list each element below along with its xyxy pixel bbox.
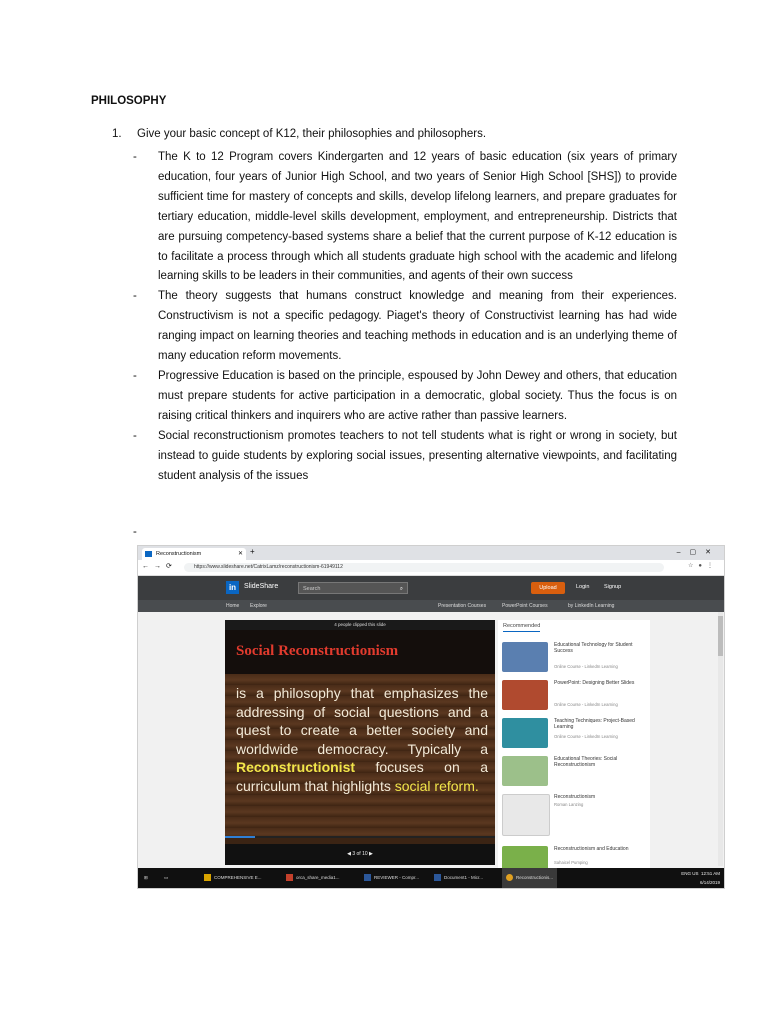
taskbar-label: REVIEWER - Compr... [374, 875, 420, 880]
list-item-text: The theory suggests that humans construct knowledge and meaning from their experiences. Constructivism is not a specific pedagogy. Piaget's theory of Constructivist learning has had wide ranging impact on learning theories and teaching methods in education and is an underlying theme of many education reform movements. [158, 290, 677, 363]
rec-sub: Online Course - LinkedIn Learning [554, 664, 618, 669]
list-item [133, 148, 677, 287]
rec-sub: Roman Lanzing [554, 802, 584, 807]
list-item[interactable] [498, 716, 650, 754]
scrollbar[interactable] [718, 612, 723, 866]
window-controls[interactable]: –▢✕ [676, 549, 720, 556]
prev-slide-icon[interactable]: ◀ [347, 851, 353, 857]
bullet-dash: - [133, 369, 137, 382]
browser-tab-bar [138, 546, 724, 560]
upload-button[interactable]: Upload [531, 582, 565, 594]
tray-time: 12:51 AM [700, 871, 720, 876]
recommended-tab[interactable]: Recommended [503, 623, 540, 632]
taskbar-item[interactable] [364, 868, 419, 888]
question [112, 128, 672, 140]
rec-sub: Online Course - LinkedIn Learning [554, 734, 618, 739]
taskbar-item[interactable] [434, 868, 483, 888]
nav-arrows-icon[interactable]: ←→⟳ [142, 563, 177, 570]
system-tray[interactable] [681, 868, 720, 889]
taskbar-label: Document1 - Micr... [444, 875, 484, 880]
slide-text: focuses on a curriculum that highlights [236, 759, 488, 794]
rec-sub: Sahaicel Pumping [554, 860, 588, 865]
list-item-text: Progressive Education is based on the principle, espoused by John Dewey and others, that education must prepare students for active participation in a democratic, global society. Thus the focus is on raising critical thinkers and inquirers who are active rather than passive learners. [158, 369, 677, 422]
folder-icon [204, 874, 211, 881]
slide-controls[interactable] [225, 844, 495, 865]
recommended-panel [498, 620, 650, 884]
slide-thumbnail [502, 756, 548, 786]
rec-title: Reconstructionism [554, 794, 596, 800]
rec-sub: Online Course - LinkedIn Learning [554, 702, 618, 707]
nav-linkedin-learning[interactable]: by LinkedIn Learning [568, 603, 615, 609]
list-item [133, 427, 677, 487]
rec-title: Teaching Techniques: Project-Based Learning [554, 718, 635, 730]
slideshare-header [138, 576, 724, 600]
word-icon [434, 874, 441, 881]
brand-name: SlideShare [244, 583, 279, 590]
list-item[interactable] [498, 640, 650, 678]
slide-viewer[interactable] [225, 620, 495, 865]
list-item[interactable] [498, 678, 650, 716]
progress-track [225, 836, 495, 838]
rec-title: PowerPoint: Designing Better Slides [554, 680, 635, 686]
empty-bullet-dash: - [133, 526, 137, 538]
nav-powerpoint-courses[interactable]: PowerPoint Courses [502, 603, 548, 609]
tray-language: ENG US [681, 871, 699, 876]
slide-highlight: Reconstructionist [236, 759, 356, 775]
linkedin-favicon-icon [145, 551, 152, 557]
rec-title: Educational Technology for Student Success [554, 642, 633, 654]
scrollbar-thumb[interactable] [718, 616, 723, 656]
clip-count: 4 people clipped this slide [225, 620, 495, 630]
browser-tab[interactable] [142, 548, 246, 560]
login-link[interactable]: Login [576, 584, 590, 590]
taskbar-label: COMPREHENSIVE E... [214, 875, 262, 880]
rec-title: Reconstructionism and Education [554, 846, 629, 852]
slide-highlight: social reform. [394, 777, 479, 794]
rec-title: Educational Theories: Social Reconstructionism [554, 756, 618, 768]
next-slide-icon[interactable]: ▶ [367, 851, 373, 857]
question-number: 1. [112, 128, 122, 140]
search-placeholder: Search [303, 586, 321, 592]
chrome-icon [506, 874, 513, 881]
taskbar-label: Reconstructionis... [516, 875, 554, 880]
page-heading: PHILOSOPHY [91, 95, 167, 107]
search-icon[interactable]: ⌕ [399, 586, 403, 592]
list-item-text: Social reconstructionism promotes teachers to not tell students what is right or wrong in society, but instead to guide students by exploring social issues, presenting alternative viewpoints, and facilitating student analysis of the issues [158, 429, 677, 482]
new-tab-icon[interactable]: + [250, 547, 255, 556]
signup-link[interactable]: Signup [604, 584, 622, 590]
sub-navigation [138, 600, 724, 612]
bullet-dash: - [133, 151, 137, 163]
slide-text: is a philosophy that emphasizes the addressing of social questions and a quest to create a better society and worldwide democracy. Typically a [236, 685, 488, 757]
taskbar-label: orca_share_media1... [296, 875, 340, 880]
list-item-text: The K to 12 Program covers Kindergarten and 12 years of basic education (six years of primary education, four years of Junior High School, and two years of Senior High School [SHS]) to provide sufficient time for mastery of concepts and skills, develop lifelong learners, and prepare graduates for tertiary education, middle-level skills development, employment, and entrepreneurship. Districts that are pursuing competency-based systems share a belief that the current purpose of K-12 education is to facilitate a process through which all students graduate high school with the academic and lifelong learning skills to be leaders in their communities, and agents of their own success [158, 151, 677, 283]
slide-title-bar [225, 630, 495, 674]
list-item [133, 287, 677, 367]
slide-thumbnail [502, 794, 550, 836]
start-icon[interactable]: ⊞ [144, 875, 148, 880]
search-input[interactable] [298, 582, 408, 594]
list-item[interactable] [498, 754, 650, 792]
address-bar [138, 560, 724, 576]
slide-counter: 3 of 10 [352, 851, 368, 857]
bullet-dash: - [133, 290, 137, 303]
question-text: Give your basic concept of K12, their philosophies and philosophers. [137, 128, 487, 140]
tray-date: 6/14/2019 [699, 880, 720, 885]
task-view-icon[interactable]: ▭ [164, 875, 169, 880]
answer-list [133, 148, 677, 486]
taskbar-item[interactable] [286, 868, 340, 888]
nav-presentation-courses[interactable]: Presentation Courses [438, 603, 487, 609]
video-thumbnail [502, 642, 548, 672]
taskbar-item[interactable] [204, 868, 262, 888]
bookmark-star-icon[interactable]: ☆●⋮ [687, 563, 718, 569]
taskbar-item-active[interactable] [502, 868, 557, 888]
url-field[interactable]: https://www.slideshare.net/CatrixLamz/reconstructionism-61949112 [184, 563, 664, 572]
slide-body [236, 684, 488, 795]
windows-taskbar [138, 868, 724, 888]
linkedin-logo-icon[interactable]: in [226, 581, 239, 594]
nav-explore[interactable]: Explore [250, 603, 267, 609]
nav-home[interactable]: Home [226, 603, 240, 609]
word-icon [364, 874, 371, 881]
list-item [133, 367, 677, 427]
embedded-screenshot [137, 545, 725, 889]
tab-title: Reconstructionism [156, 551, 202, 557]
video-thumbnail [502, 680, 548, 710]
powerpoint-icon [286, 874, 293, 881]
close-tab-icon[interactable]: ✕ [237, 551, 243, 557]
video-thumbnail [502, 718, 548, 748]
bullet-dash: - [133, 429, 137, 442]
slide-title: Social Reconstructionism [236, 643, 399, 659]
progress-fill [225, 836, 255, 838]
list-item[interactable] [498, 792, 650, 830]
